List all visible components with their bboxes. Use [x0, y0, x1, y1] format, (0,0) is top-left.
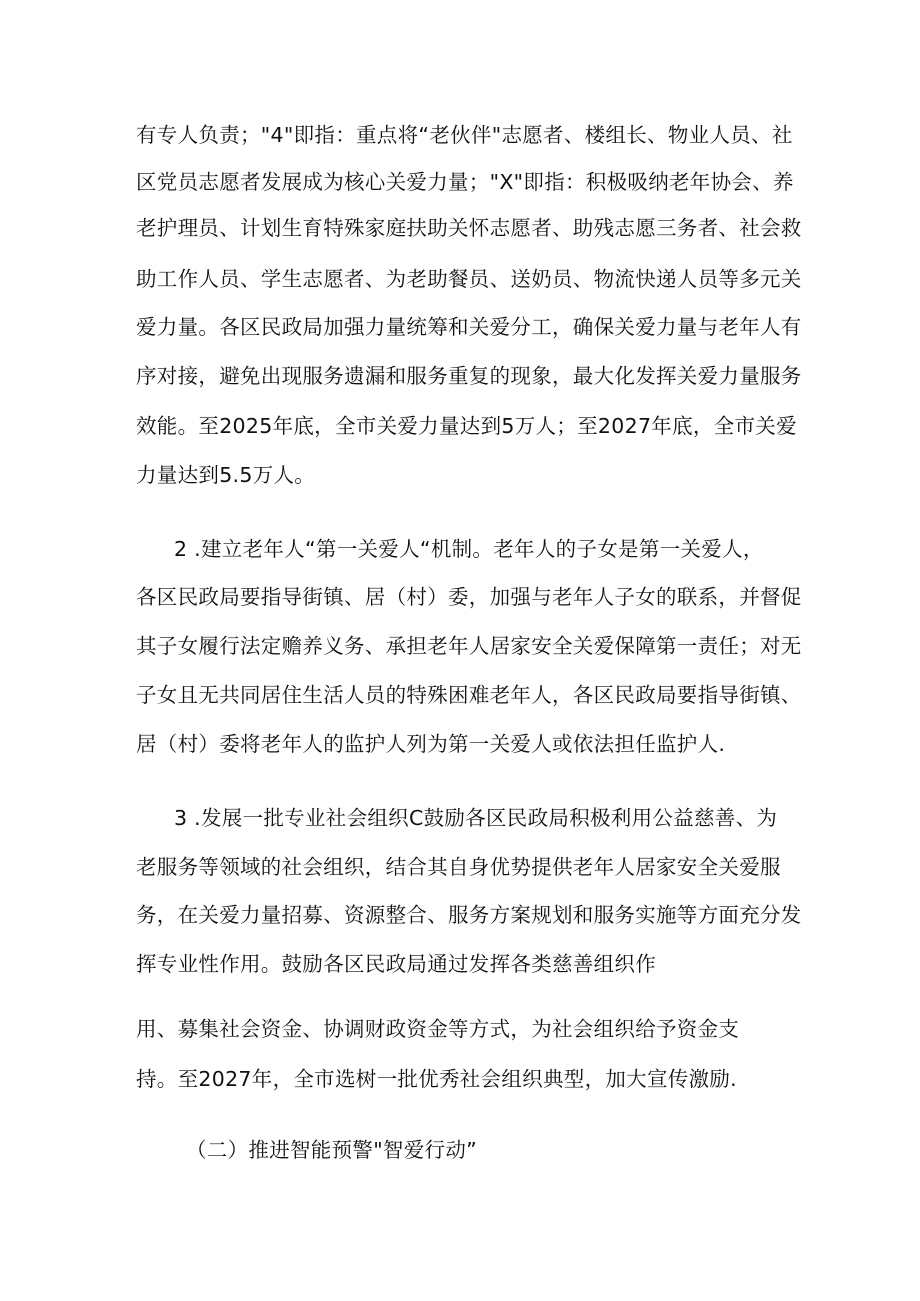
text-line-16: 务，在关爱力量招募、资源整合、服务方案规划和服务实施等方面充分发	[136, 903, 802, 927]
text-line-15: 老服务等领域的社会组织，结合其自身优势提供老年人居家安全关爱服	[136, 855, 781, 879]
text-line-8: 力量达到5.5万人。	[136, 463, 316, 487]
text-line-7: 效能。至2025年底，全市关爱力量达到5万人；至2027年底，全市关爱	[136, 414, 797, 438]
text-line-11: 其子女履行法定赡养义务、承担老年人居家安全关爱保障第一责任；对无	[136, 634, 802, 658]
text-line-5: 爱力量。各区民政局加强力量统筹和关爱分工，确保关爱力量与老年人有	[136, 315, 802, 339]
text-line-19: 持。至2027年，全市选树一批优秀社会组织典型，加大宣传激励.	[136, 1067, 737, 1091]
section-heading: （二）推进智能预警"智爱行动”	[186, 1138, 478, 1162]
text-line-3: 老护理员、计划生育特殊家庭扶助关怀志愿者、助残志愿三务者、社会救	[136, 216, 802, 240]
text-line-18: 用、募集社会资金、协调财政资金等方式，为社会组织给予资金支	[136, 1017, 740, 1041]
text-line-14: 3 .发展一批专业社会组织C鼓励各区民政局积极利用公益慈善、为	[174, 806, 778, 830]
text-line-4: 助工作人员、学生志愿者、为老助餐员、送奶员、物流快递人员等多元关	[136, 267, 802, 291]
text-line-17: 挥专业性作用。鼓励各区民政局通过发挥各类慈善组织作	[136, 952, 656, 976]
text-line-1: 有专人负责；"4"即指：重点将“老伙伴"志愿者、楼组长、物业人员、社	[136, 123, 793, 147]
text-line-12: 子女且无共同居住生活人员的特殊困难老年人，各区民政局要指导街镇、	[136, 683, 802, 707]
text-line-2: 区党员志愿者发展成为核心关爱力量；"X"即指：积极吸纳老年协会、养	[136, 170, 794, 194]
text-line-9: 2 .建立老年人“第一关爱人“机制。老年人的子女是第一关爱人，	[174, 537, 764, 561]
text-line-13: 居（村）委将老年人的监护人列为第一关爱人或依法担任监护人.	[136, 732, 726, 756]
text-line-10: 各区民政局要指导街镇、居（村）委，加强与老年人子女的联系，并督促	[136, 585, 802, 609]
text-line-6: 序对接，避免出现服务遗漏和服务重复的现象，最大化发挥关爱力量服务	[136, 364, 802, 388]
